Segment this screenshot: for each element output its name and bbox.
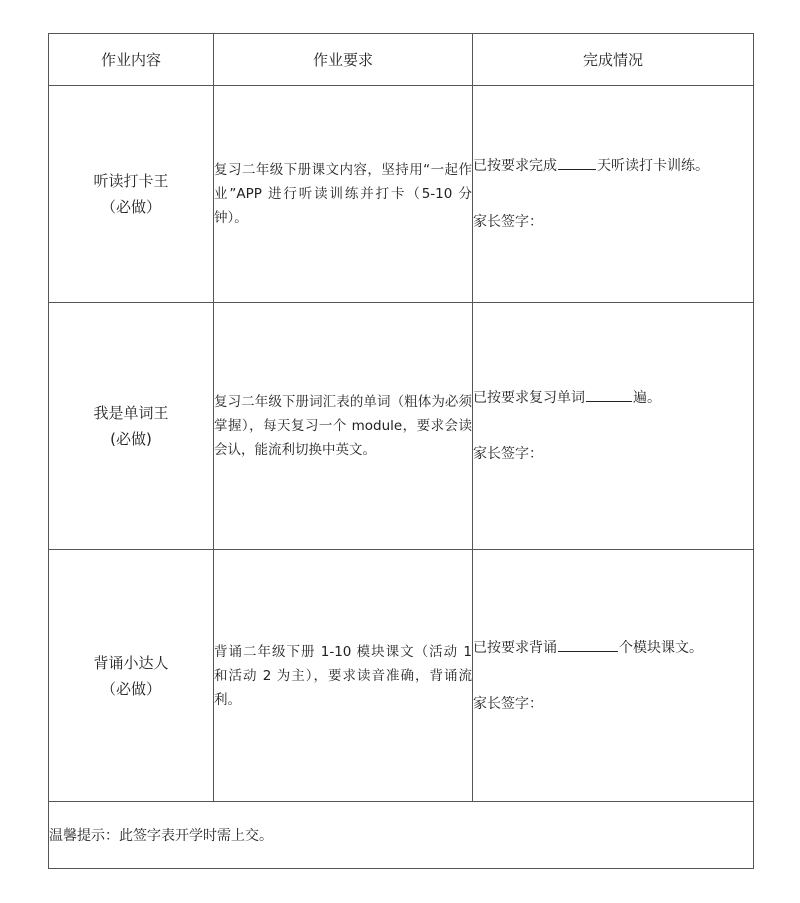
homework-table [48, 33, 754, 869]
requirement-text: 背诵二年级下册 1-10 模块课文（活动 1 和活动 2 为主），要求读音准确，背诵流利。 [214, 643, 472, 708]
header-requirement: 作业要求 [214, 34, 473, 86]
modules-blank[interactable] [558, 637, 618, 652]
item-required: (必做) [110, 430, 152, 448]
note-row [49, 802, 754, 869]
header-status: 完成情况 [473, 34, 754, 86]
table-row [49, 86, 754, 303]
requirement-cell [214, 86, 473, 303]
item-cell [49, 303, 214, 550]
status-cell [473, 86, 754, 303]
header-content: 作业内容 [49, 34, 214, 86]
status-prefix: 已按要求复习单词 [473, 390, 585, 406]
parent-signature[interactable]: 家长签字： [473, 446, 543, 462]
item-cell [49, 550, 214, 802]
table-row [49, 303, 754, 550]
parent-signature[interactable]: 家长签字： [473, 695, 543, 712]
times-blank[interactable] [586, 387, 632, 402]
item-title: 听读打卡王 [93, 172, 169, 190]
status-suffix: 遍。 [633, 390, 661, 406]
status-line [473, 387, 753, 409]
header-row [49, 34, 754, 86]
table-row [49, 550, 754, 802]
status-suffix: 个模块课文。 [619, 639, 703, 656]
item-required: （必做） [100, 198, 161, 216]
status-line [473, 637, 753, 659]
item-title: 我是单词王 [93, 404, 169, 422]
requirement-text: 复习二年级下册词汇表的单词（粗体为必须掌握），每天复习一个 module，要求会读会认，能流利切换中英文。 [214, 394, 472, 458]
item-required: （必做） [100, 679, 161, 698]
reminder-note: 温馨提示：此签字表开学时需上交。 [49, 802, 754, 869]
requirement-text: 复习二年级下册课文内容，坚持用“一起作业”APP 进行听读训练并打卡（5-10 分钟）。 [214, 162, 472, 226]
status-prefix: 已按要求背诵 [473, 639, 557, 656]
parent-signature[interactable]: 家长签字： [473, 214, 543, 230]
days-blank[interactable] [558, 155, 596, 170]
status-prefix: 已按要求完成 [473, 158, 557, 174]
homework-sheet [48, 33, 753, 869]
item-title: 背诵小达人 [93, 653, 169, 672]
status-cell [473, 303, 754, 550]
status-cell [473, 550, 754, 802]
status-suffix: 天听读打卡训练。 [597, 158, 709, 174]
status-line [473, 155, 753, 177]
item-cell [49, 86, 214, 303]
requirement-cell [214, 303, 473, 550]
requirement-cell [214, 550, 473, 802]
